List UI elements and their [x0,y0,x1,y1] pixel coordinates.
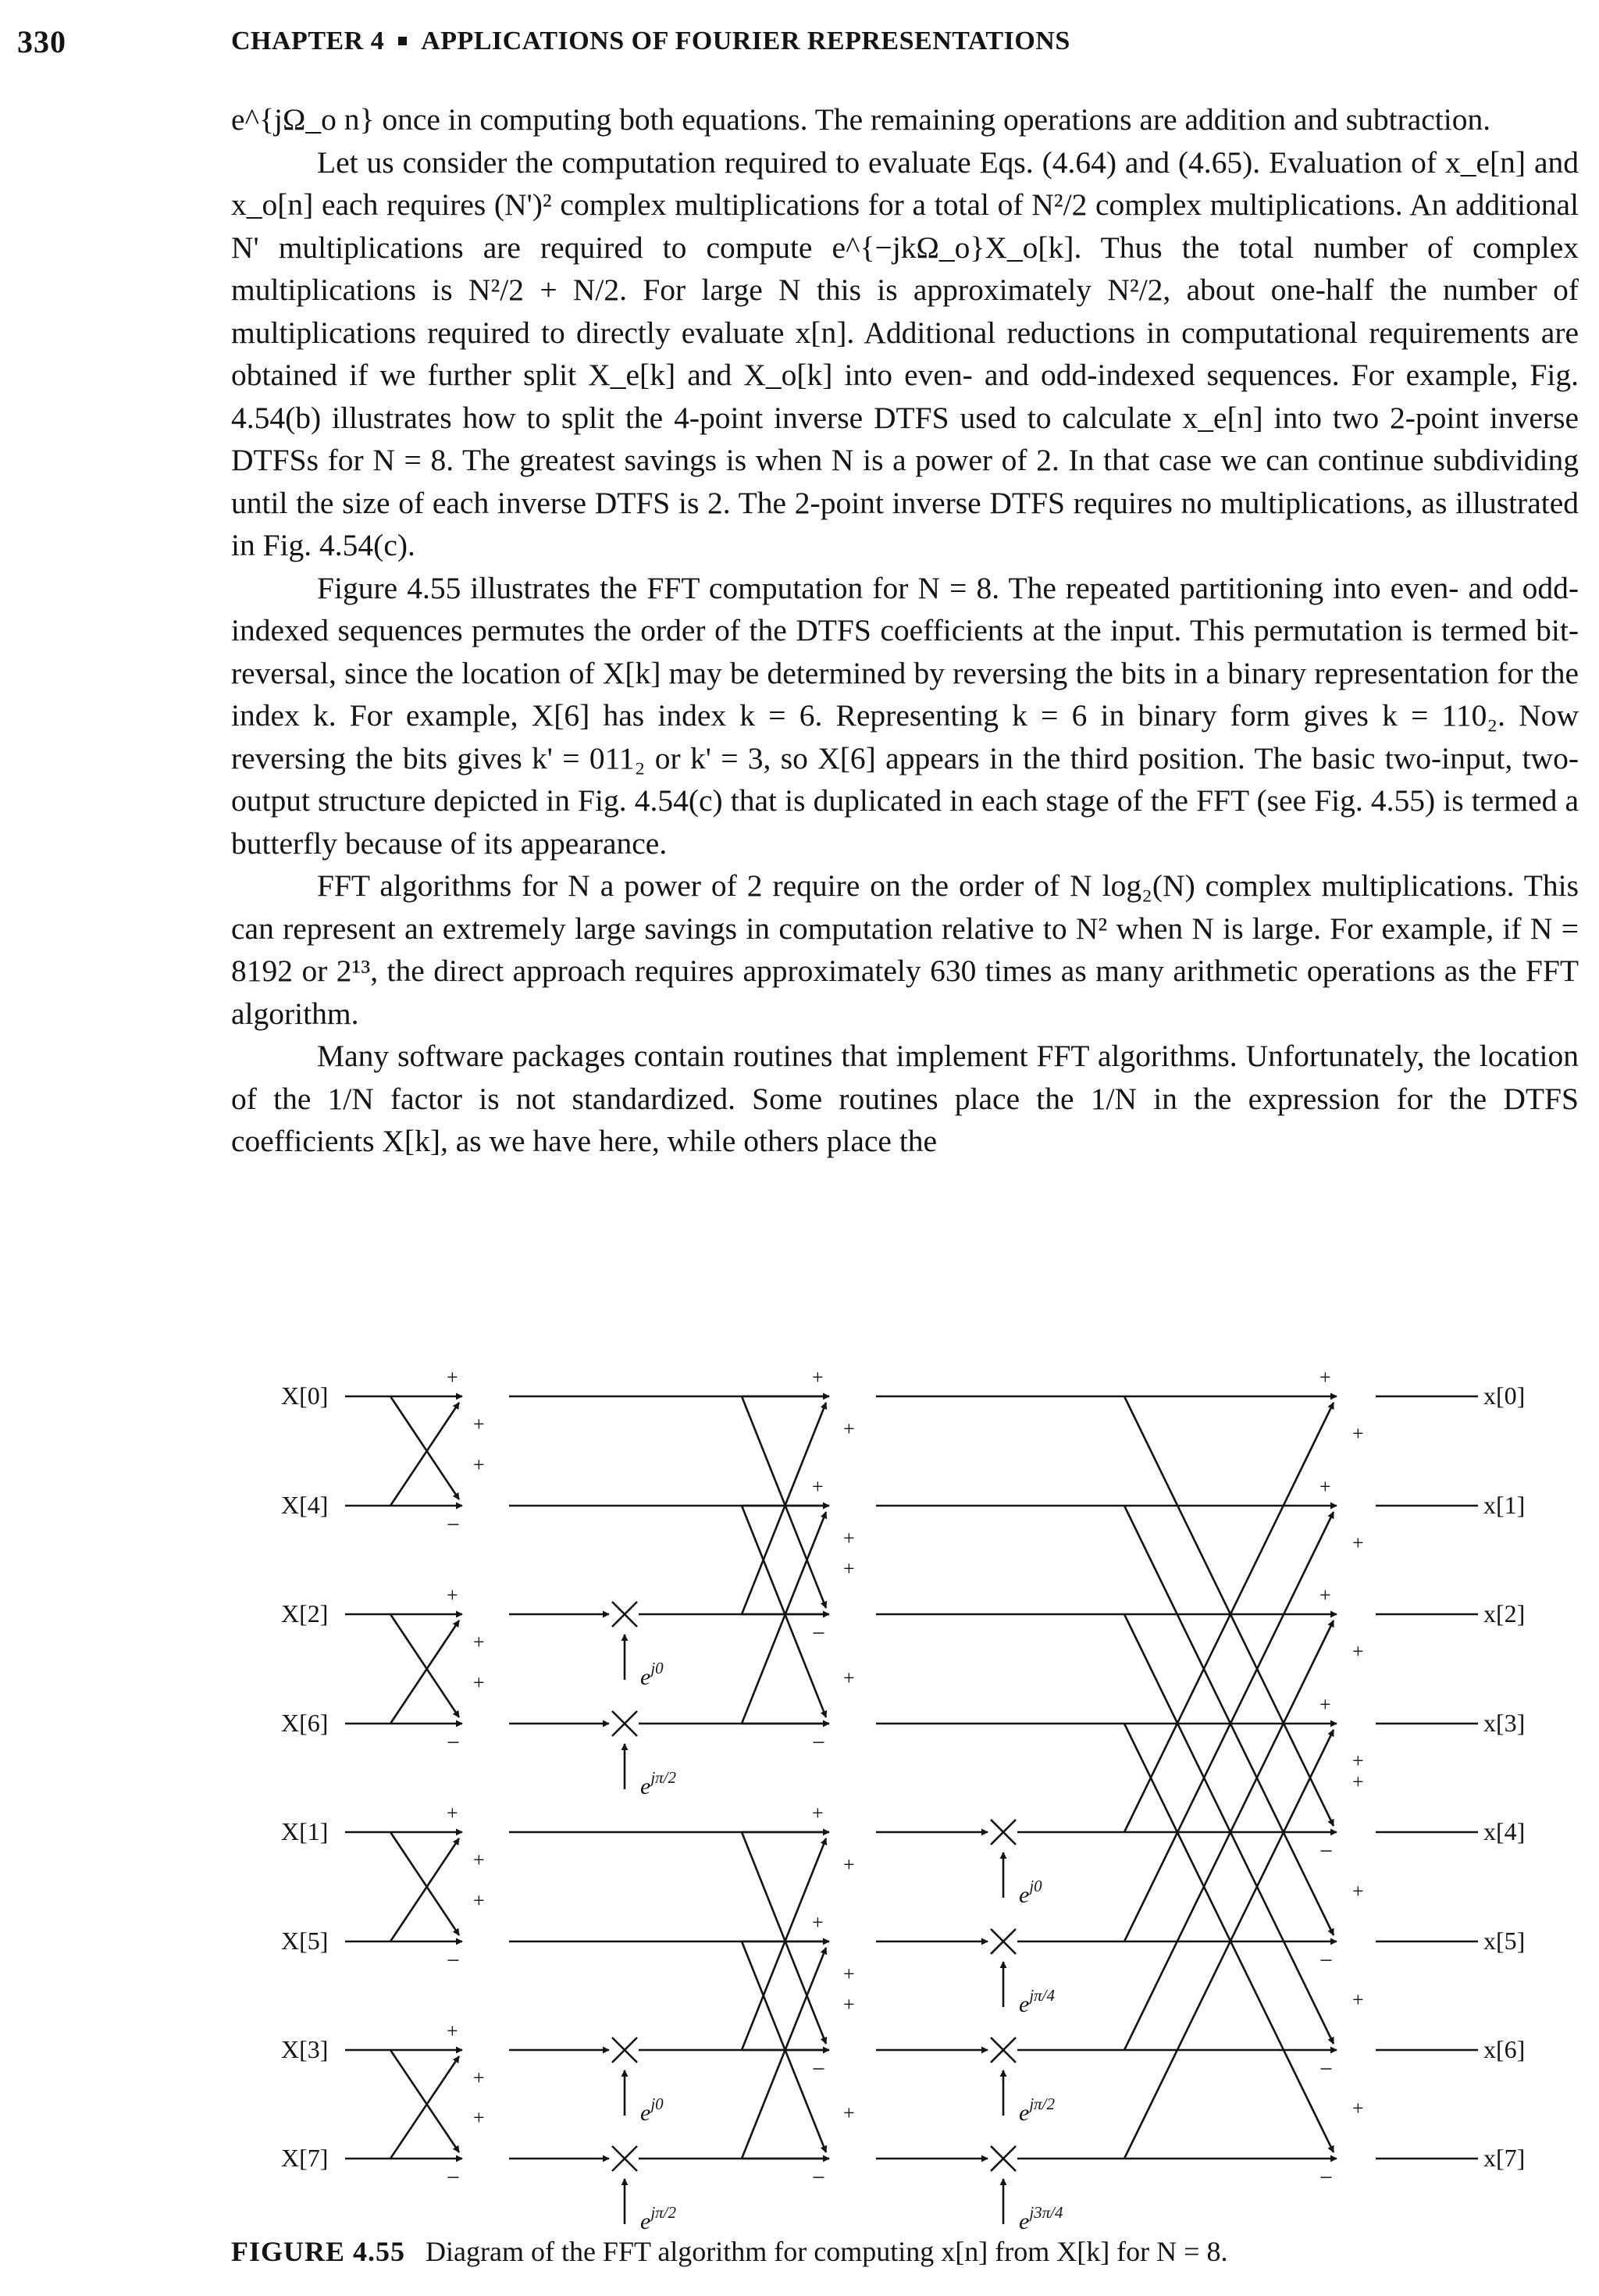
stage1-plus-sign: + [447,2020,458,2042]
stage1-plus-sign: + [473,1413,485,1435]
stage2-plus-sign: + [843,1527,855,1549]
input-label-6: X[3] [281,2035,329,2063]
stage3-plus-sign: + [1352,1749,1364,1772]
stage2-plus-sign: + [812,1366,824,1389]
stage2-plus-sign: + [843,1853,855,1876]
body-text [231,98,1579,1163]
running-head [231,27,1070,56]
stage3-cross-6 [1124,1620,1334,2050]
stage3-minus-sign: − [1319,1838,1333,1864]
stage1-cross-1 [390,1403,459,1506]
stage2-cross-2 [742,1403,826,1614]
stage3-cross-3 [1124,1724,1334,2152]
stage2-cross-0 [742,1396,826,1608]
caption-text: Diagram of the FFT algorithm for computing x[n] from X[k] for N = 8. [426,2236,1228,2267]
stage2-minus-sign: − [812,2165,825,2191]
figure-caption [231,2235,1227,2268]
fft-diagram-svg [0,1351,1599,2234]
stage3-plus-sign: + [1352,1770,1364,1793]
input-label-7: X[7] [281,2144,329,2172]
input-label-4: X[1] [281,1817,329,1845]
stage3-twiddle-4: $e^{j0}$ [1019,1877,1042,1908]
stage1-minus-sign: − [447,1730,460,1756]
page-number: 330 [17,24,66,59]
stage1-plus-sign: + [447,1802,458,1824]
stage2-minus-sign: − [812,1620,825,1646]
stage2-plus-sign: + [843,2102,855,2124]
stage1-cross-2 [390,1614,459,1717]
stage3-plus-sign: + [1319,1693,1331,1716]
stage1-plus-sign: + [447,1584,458,1606]
stage1-plus-sign: + [473,1671,485,1694]
output-label-6: x[6] [1483,2035,1526,2063]
input-label-0: X[0] [281,1382,329,1410]
stage3-cross-1 [1124,1506,1334,1935]
stage2-twiddle-3: $e^{j\pi/2}$ [640,1768,677,1799]
stage2-plus-sign: + [812,1911,824,1934]
paragraph: FFT algorithms for N a power of 2 require on the order of N log₂(N) complex multiplications. This can represent an extremely large savings in computation relative to N² when N is large. For example, if N = 8192 or 2¹³, the direct approach requires approximately 630 times as many arithmetic operations as the FFT algorithm. [231,868,1579,1031]
output-label-7: x[7] [1483,2144,1526,2172]
paragraph: e^{jΩ_o n} once in computing both equations. The remaining operations are addition and subtraction. [231,102,1491,137]
stage3-minus-sign: − [1319,1948,1333,1973]
paragraph: Figure 4.55 illustrates the FFT computation for N = 8. The repeated partitioning into even- and odd-indexed sequences permutes the order of the DTFS coefficients at the input. This permutation is termed bit-reversal, since the location of X[k] may be determined by reversing the bits in a binary representation for the index k. For example, X[6] has index k = 6. Representing k = 6 in binary form gives k = 110₂. Now reversing the bits gives k' = 011₂ or k' = 3, so X[6] appears in the third position. The basic two-input, two-output structure depicted in Fig. 4.54(c) that is duplicated in each stage of the FFT (see Fig. 4.55) is termed a butterfly because of its appearance. [231,570,1579,861]
stage2-minus-sign: − [812,2056,825,2082]
stage2-plus-sign: + [812,1475,824,1498]
stage1-cross-3 [390,1620,459,1724]
caption-label: FIGURE 4.55 [231,2236,406,2267]
stage3-minus-sign: − [1319,2165,1333,2191]
stage2-twiddle-6: $e^{j0}$ [640,2095,664,2126]
fft-butterfly-diagram [0,1351,1599,2234]
stage3-twiddle-7: $e^{j3\pi/4}$ [1019,2203,1063,2234]
output-label-4: x[4] [1483,1817,1526,1845]
stage3-minus-sign: − [1319,2056,1333,2082]
stage1-minus-sign: − [447,2165,460,2191]
stage2-plus-sign: + [843,1417,855,1440]
stage3-cross-2 [1124,1614,1334,2044]
stage2-cross-1 [742,1506,826,1717]
input-label-3: X[6] [281,1709,329,1737]
stage2-plus-sign: + [843,1993,855,2016]
stage2-plus-sign: + [812,1802,824,1824]
stage3-plus-sign: + [1319,1584,1331,1606]
stage3-cross-5 [1124,1512,1334,1941]
paragraph: Many software packages contain routines that implement FFT algorithms. Unfortunately, the location of the 1/N factor is not standardized. Some routines place the 1/N in the expression for the DTFS coefficients X[k], as we have here, while others place the [231,1039,1579,1158]
stage2-plus-sign: + [843,1667,855,1689]
stage3-plus-sign: + [1352,1422,1364,1445]
stage1-minus-sign: − [447,1948,460,1973]
stage3-plus-sign: + [1319,1366,1331,1389]
stage1-plus-sign: + [473,1889,485,1912]
stage1-plus-sign: + [473,1849,485,1871]
stage1-plus-sign: + [473,2066,485,2089]
stage3-cross-4 [1124,1403,1334,1832]
stage1-cross-0 [390,1396,459,1499]
stage3-twiddle-5: $e^{j\pi/4}$ [1019,1986,1056,2017]
input-label-2: X[2] [281,1599,329,1628]
stage1-plus-sign: + [473,1631,485,1653]
page-header [0,23,1599,70]
stage2-cross-6 [742,1838,826,2050]
stage3-cross-0 [1124,1396,1334,1826]
stage1-cross-4 [390,1832,459,1935]
stage2-cross-5 [742,1941,826,2152]
stage3-plus-sign: + [1319,1475,1331,1498]
stage3-plus-sign: + [1352,1531,1364,1554]
stage3-plus-sign: + [1352,2097,1364,2120]
stage1-minus-sign: − [447,1512,460,1538]
square-bullet-icon [398,37,407,45]
stage2-plus-sign: + [843,1963,855,1985]
stage1-plus-sign: + [473,2106,485,2129]
stage3-plus-sign: + [1352,1988,1364,2011]
output-label-2: x[2] [1483,1599,1526,1628]
stage2-twiddle-2: $e^{j0}$ [640,1659,664,1690]
output-label-0: x[0] [1483,1382,1526,1410]
stage3-plus-sign: + [1352,1640,1364,1663]
input-label-1: X[4] [281,1491,329,1519]
stage1-plus-sign: + [447,1366,458,1389]
output-label-3: x[3] [1483,1709,1526,1737]
stage1-cross-6 [390,2050,459,2152]
output-label-5: x[5] [1483,1927,1526,1955]
output-label-1: x[1] [1483,1491,1526,1519]
stage3-cross-7 [1124,1730,1334,2159]
stage3-plus-sign: + [1352,1880,1364,1902]
stage1-cross-7 [390,2056,459,2159]
stage2-minus-sign: − [812,1730,825,1756]
stage1-cross-5 [390,1838,459,1941]
stage2-cross-7 [742,1948,826,2159]
stage3-twiddle-6: $e^{j\pi/2}$ [1019,2095,1056,2126]
chapter-label: CHAPTER 4 [231,27,385,55]
chapter-title: APPLICATIONS OF FOURIER REPRESENTATIONS [421,27,1070,55]
stage2-cross-4 [742,1832,826,2044]
stage2-plus-sign: + [843,1557,855,1580]
stage2-cross-3 [742,1512,826,1724]
input-label-5: X[5] [281,1927,329,1955]
stage1-plus-sign: + [473,1453,485,1476]
stage2-twiddle-7: $e^{j\pi/2}$ [640,2203,677,2234]
paragraph: Let us consider the computation required to evaluate Eqs. (4.64) and (4.65). Evaluation of x_e[n] and x_o[n] each requires (N')² complex multiplications for a total of N²/2 complex multiplications. An additional N' multiplications are required to compute e^{−jkΩ_o}X_o[k]. Thus the total number of complex multiplications is N²/2 + N/2. For large N this is approximately N²/2, about one-half the number of multiplications required to directly evaluate x[n]. Additional reductions in computational requirements are obtained if we further split X_e[k] and X_o[k] into even- and odd-indexed sequences. For example, Fig. 4.54(b) illustrates how to split the 4-point inverse DTFS used to calculate x_e[n] into two 2-point inverse DTFSs for N = 8. The greatest savings is when N is a power of 2. In that case we can continue subdividing until the size of each inverse DTFS is 2. The 2-point inverse DTFS requires no multiplications, as illustrated in Fig. 4.54(c). [231,144,1579,562]
